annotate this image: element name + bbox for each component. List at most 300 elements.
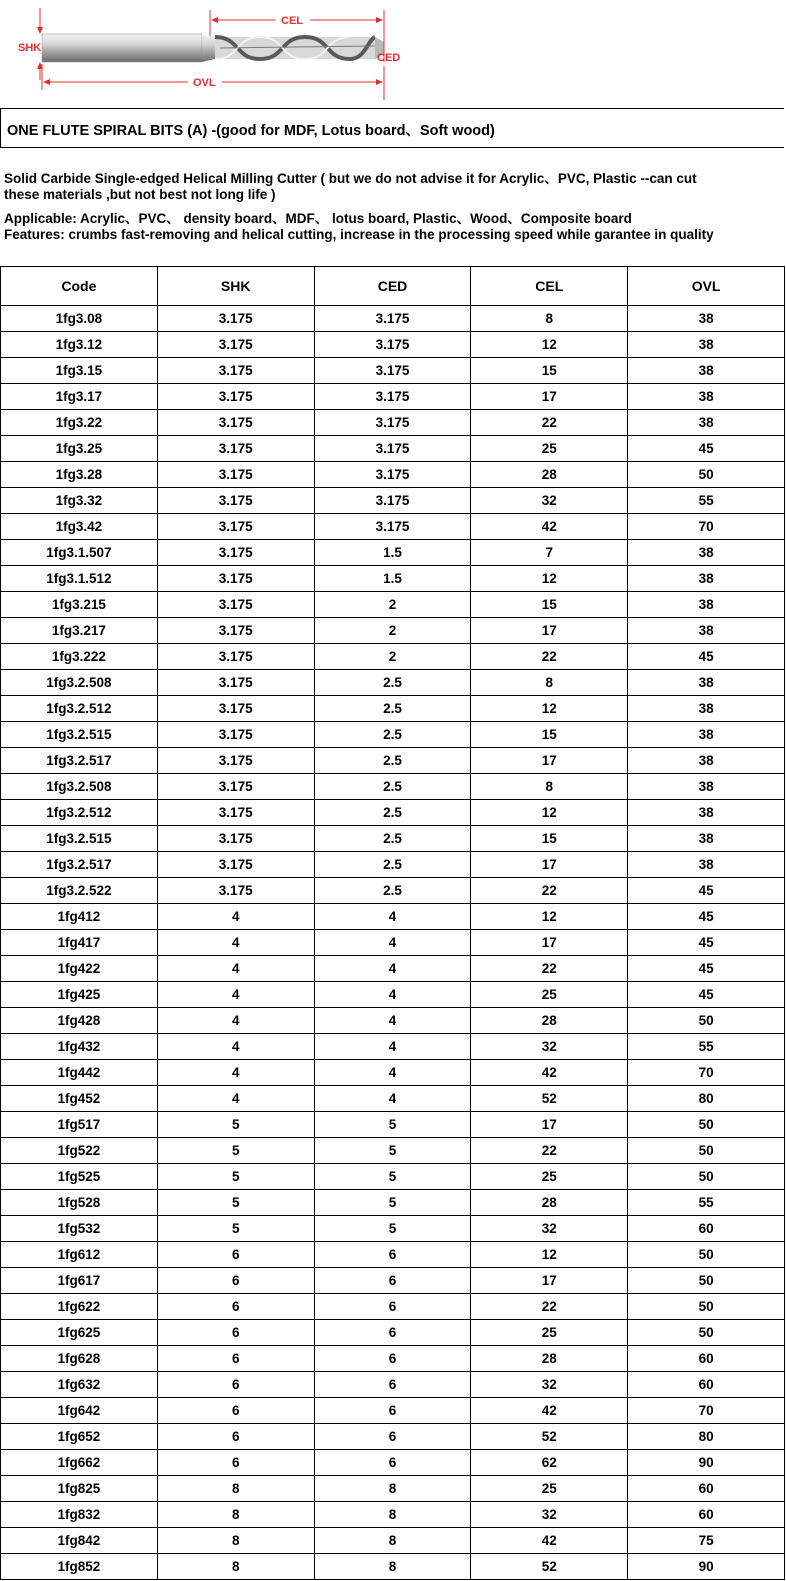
cell-code: 1fg3.25 — [1, 436, 158, 462]
table-row — [1, 332, 785, 358]
cell-cel: 28 — [471, 1346, 628, 1372]
cell-ced: 3.175 — [314, 514, 471, 540]
cell-shk: 3.175 — [157, 618, 314, 644]
table-row — [1, 1554, 785, 1580]
cell-ovl: 70 — [628, 514, 785, 540]
cell-ced: 3.175 — [314, 358, 471, 384]
cell-cel: 22 — [471, 878, 628, 904]
cell-ovl: 38 — [628, 540, 785, 566]
cell-ovl: 70 — [628, 1398, 785, 1424]
cell-cel: 25 — [471, 1320, 628, 1346]
cell-cel: 25 — [471, 436, 628, 462]
cell-shk: 4 — [157, 1008, 314, 1034]
bit-dimension-diagram — [0, 0, 786, 108]
cell-cel: 15 — [471, 826, 628, 852]
table-row — [1, 1320, 785, 1346]
cell-cel: 12 — [471, 1242, 628, 1268]
cell-ced: 8 — [314, 1528, 471, 1554]
cell-ced: 2.5 — [314, 800, 471, 826]
table-row — [1, 1008, 785, 1034]
cell-ced: 5 — [314, 1112, 471, 1138]
cell-cel: 17 — [471, 852, 628, 878]
cell-cel: 7 — [471, 540, 628, 566]
cell-ovl: 45 — [628, 904, 785, 930]
cell-shk: 3.175 — [157, 878, 314, 904]
cell-shk: 8 — [157, 1502, 314, 1528]
cell-ovl: 50 — [628, 1320, 785, 1346]
cell-ced: 6 — [314, 1372, 471, 1398]
cell-shk: 6 — [157, 1320, 314, 1346]
cell-code: 1fg3.217 — [1, 618, 158, 644]
cell-ovl: 38 — [628, 410, 785, 436]
table-row — [1, 1190, 785, 1216]
cell-code: 1fg3.1.507 — [1, 540, 158, 566]
table-row — [1, 878, 785, 904]
cell-cel: 28 — [471, 1008, 628, 1034]
cell-code: 1fg3.2.515 — [1, 826, 158, 852]
cell-code: 1fg3.22 — [1, 410, 158, 436]
cell-cel: 42 — [471, 1398, 628, 1424]
cell-ovl: 38 — [628, 696, 785, 722]
header-ovl: OVL — [628, 267, 785, 306]
table-row — [1, 722, 785, 748]
cell-ovl: 60 — [628, 1372, 785, 1398]
cell-code: 1fg662 — [1, 1450, 158, 1476]
cell-shk: 6 — [157, 1268, 314, 1294]
ced-label: CED — [377, 52, 401, 64]
table-row — [1, 1242, 785, 1268]
cell-shk: 3.175 — [157, 332, 314, 358]
spec-table — [0, 266, 785, 1580]
cell-cel: 12 — [471, 800, 628, 826]
cell-code: 1fg642 — [1, 1398, 158, 1424]
cell-ced: 4 — [314, 1060, 471, 1086]
cell-ovl: 38 — [628, 358, 785, 384]
table-row — [1, 384, 785, 410]
cell-code: 1fg3.2.512 — [1, 696, 158, 722]
cell-ovl: 50 — [628, 462, 785, 488]
cell-ovl: 60 — [628, 1216, 785, 1242]
cell-cel: 25 — [471, 1476, 628, 1502]
table-row — [1, 488, 785, 514]
cell-code: 1fg3.215 — [1, 592, 158, 618]
cell-ced: 2 — [314, 618, 471, 644]
cell-shk: 3.175 — [157, 774, 314, 800]
cell-ced: 3.175 — [314, 462, 471, 488]
cell-cel: 32 — [471, 1372, 628, 1398]
cell-ovl: 50 — [628, 1242, 785, 1268]
cell-shk: 3.175 — [157, 306, 314, 332]
cell-code: 1fg3.42 — [1, 514, 158, 540]
cell-ced: 4 — [314, 904, 471, 930]
cell-shk: 3.175 — [157, 696, 314, 722]
cell-code: 1fg412 — [1, 904, 158, 930]
table-row — [1, 1528, 785, 1554]
cell-code: 1fg3.17 — [1, 384, 158, 410]
cell-cel: 28 — [471, 1190, 628, 1216]
cell-code: 1fg3.32 — [1, 488, 158, 514]
cell-cel: 17 — [471, 1268, 628, 1294]
header-code: Code — [1, 267, 158, 306]
cell-ced: 5 — [314, 1216, 471, 1242]
table-row — [1, 1476, 785, 1502]
cell-code: 1fg3.08 — [1, 306, 158, 332]
cell-shk: 4 — [157, 1034, 314, 1060]
cell-code: 1fg617 — [1, 1268, 158, 1294]
cell-shk: 3.175 — [157, 826, 314, 852]
cell-code: 1fg612 — [1, 1242, 158, 1268]
cell-ced: 3.175 — [314, 436, 471, 462]
cell-ovl: 50 — [628, 1138, 785, 1164]
cell-cel: 25 — [471, 1164, 628, 1190]
cell-ovl: 45 — [628, 930, 785, 956]
cell-shk: 6 — [157, 1346, 314, 1372]
cell-shk: 8 — [157, 1528, 314, 1554]
cell-shk: 3.175 — [157, 540, 314, 566]
cell-cel: 22 — [471, 956, 628, 982]
cell-cel: 42 — [471, 1528, 628, 1554]
cell-code: 1fg3.15 — [1, 358, 158, 384]
cell-ced: 5 — [314, 1138, 471, 1164]
cell-ced: 8 — [314, 1476, 471, 1502]
cell-ced: 2.5 — [314, 670, 471, 696]
table-row — [1, 410, 785, 436]
cell-ovl: 38 — [628, 670, 785, 696]
cell-ovl: 50 — [628, 1294, 785, 1320]
cell-shk: 3.175 — [157, 384, 314, 410]
cell-ovl: 50 — [628, 1008, 785, 1034]
cel-label: CEL — [281, 15, 303, 27]
cell-ced: 2.5 — [314, 852, 471, 878]
cell-ovl: 38 — [628, 722, 785, 748]
cell-code: 1fg832 — [1, 1502, 158, 1528]
cell-shk: 8 — [157, 1554, 314, 1580]
cell-code: 1fg532 — [1, 1216, 158, 1242]
table-row — [1, 852, 785, 878]
cell-ovl: 38 — [628, 800, 785, 826]
cell-ovl: 45 — [628, 436, 785, 462]
cell-ovl: 70 — [628, 1060, 785, 1086]
cell-code: 1fg842 — [1, 1528, 158, 1554]
cell-code: 1fg3.222 — [1, 644, 158, 670]
cell-ovl: 45 — [628, 982, 785, 1008]
cell-shk: 3.175 — [157, 488, 314, 514]
cell-shk: 4 — [157, 1060, 314, 1086]
table-row — [1, 904, 785, 930]
spec-table-header — [1, 267, 785, 306]
cell-ovl: 50 — [628, 1268, 785, 1294]
spec-table-body — [1, 306, 785, 1580]
cell-ovl: 50 — [628, 1164, 785, 1190]
title-box — [0, 108, 784, 148]
header-ced: CED — [314, 267, 471, 306]
cell-shk: 5 — [157, 1164, 314, 1190]
cell-cel: 22 — [471, 644, 628, 670]
cell-cel: 52 — [471, 1424, 628, 1450]
cell-cel: 8 — [471, 774, 628, 800]
cell-code: 1fg528 — [1, 1190, 158, 1216]
cell-shk: 4 — [157, 982, 314, 1008]
cell-shk: 6 — [157, 1294, 314, 1320]
table-row — [1, 774, 785, 800]
cell-code: 1fg3.2.508 — [1, 670, 158, 696]
page-title: ONE FLUTE SPIRAL BITS (A) -(good for MDF, Lotus board、Soft wood) — [7, 123, 495, 139]
cell-code: 1fg825 — [1, 1476, 158, 1502]
cell-ced: 6 — [314, 1242, 471, 1268]
cell-ovl: 45 — [628, 878, 785, 904]
cell-cel: 12 — [471, 696, 628, 722]
cell-cel: 17 — [471, 1112, 628, 1138]
cell-ced: 4 — [314, 1086, 471, 1112]
cell-code: 1fg632 — [1, 1372, 158, 1398]
cell-ced: 2 — [314, 592, 471, 618]
cell-shk: 6 — [157, 1242, 314, 1268]
cell-ced: 6 — [314, 1320, 471, 1346]
cell-ced: 5 — [314, 1190, 471, 1216]
cell-ovl: 38 — [628, 566, 785, 592]
spiral-bit-drawing — [0, 0, 786, 108]
cell-ovl: 38 — [628, 384, 785, 410]
cell-cel: 32 — [471, 1502, 628, 1528]
cell-ced: 3.175 — [314, 332, 471, 358]
table-row — [1, 1450, 785, 1476]
cell-ced: 3.175 — [314, 488, 471, 514]
cell-ovl: 55 — [628, 1034, 785, 1060]
applicable-line: Applicable: Acrylic、PVC、 density board、MDF、 lotus board, Plastic、Wood、Composite board — [4, 211, 632, 226]
table-row — [1, 1346, 785, 1372]
cell-ced: 8 — [314, 1502, 471, 1528]
cell-cel: 25 — [471, 982, 628, 1008]
table-row — [1, 540, 785, 566]
cell-ced: 3.175 — [314, 306, 471, 332]
table-row — [1, 1086, 785, 1112]
cell-code: 1fg517 — [1, 1112, 158, 1138]
cell-code: 1fg525 — [1, 1164, 158, 1190]
shk-label: SHK — [18, 42, 42, 54]
cell-cel: 32 — [471, 488, 628, 514]
table-row — [1, 514, 785, 540]
cell-ovl: 38 — [628, 774, 785, 800]
cell-code: 1fg3.2.522 — [1, 878, 158, 904]
cell-ced: 4 — [314, 1034, 471, 1060]
cell-cel: 15 — [471, 592, 628, 618]
table-row — [1, 592, 785, 618]
cell-shk: 3.175 — [157, 358, 314, 384]
cell-cel: 8 — [471, 306, 628, 332]
table-row — [1, 800, 785, 826]
cell-code: 1fg652 — [1, 1424, 158, 1450]
cell-ced: 4 — [314, 1008, 471, 1034]
cell-code: 1fg452 — [1, 1086, 158, 1112]
cell-shk: 3.175 — [157, 566, 314, 592]
cell-shk: 5 — [157, 1138, 314, 1164]
cell-shk: 3.175 — [157, 410, 314, 436]
table-row — [1, 1424, 785, 1450]
table-row — [1, 1034, 785, 1060]
cell-shk: 3.175 — [157, 592, 314, 618]
cell-ovl: 60 — [628, 1476, 785, 1502]
cell-ced: 6 — [314, 1450, 471, 1476]
cell-ovl: 90 — [628, 1450, 785, 1476]
cell-cel: 42 — [471, 514, 628, 540]
cell-ced: 6 — [314, 1268, 471, 1294]
cell-shk: 6 — [157, 1424, 314, 1450]
cell-shk: 3.175 — [157, 644, 314, 670]
cell-ovl: 38 — [628, 826, 785, 852]
header-shk: SHK — [157, 267, 314, 306]
table-row — [1, 1372, 785, 1398]
cell-ovl: 38 — [628, 306, 785, 332]
cell-cel: 62 — [471, 1450, 628, 1476]
cell-ced: 2.5 — [314, 826, 471, 852]
cell-ced: 2.5 — [314, 774, 471, 800]
cell-ovl: 38 — [628, 748, 785, 774]
cell-cel: 12 — [471, 904, 628, 930]
cell-ovl: 80 — [628, 1086, 785, 1112]
cell-cel: 52 — [471, 1554, 628, 1580]
table-row — [1, 462, 785, 488]
cell-code: 1fg425 — [1, 982, 158, 1008]
description-line-2: these materials ,but not best not long life ) — [4, 187, 276, 202]
cell-shk: 3.175 — [157, 722, 314, 748]
cell-code: 1fg3.2.508 — [1, 774, 158, 800]
table-row — [1, 1268, 785, 1294]
table-row — [1, 826, 785, 852]
table-row — [1, 566, 785, 592]
cell-shk: 3.175 — [157, 514, 314, 540]
cell-shk: 8 — [157, 1476, 314, 1502]
cell-ovl: 45 — [628, 644, 785, 670]
table-row — [1, 618, 785, 644]
cell-shk: 3.175 — [157, 800, 314, 826]
cell-ced: 6 — [314, 1294, 471, 1320]
table-row — [1, 1164, 785, 1190]
cell-ced: 3.175 — [314, 410, 471, 436]
cell-code: 1fg442 — [1, 1060, 158, 1086]
cell-cel: 42 — [471, 1060, 628, 1086]
table-row — [1, 1112, 785, 1138]
cell-code: 1fg622 — [1, 1294, 158, 1320]
cell-ovl: 80 — [628, 1424, 785, 1450]
cell-cel: 22 — [471, 1138, 628, 1164]
cell-code: 1fg432 — [1, 1034, 158, 1060]
table-row — [1, 1502, 785, 1528]
cell-ced: 6 — [314, 1424, 471, 1450]
cell-code: 1fg522 — [1, 1138, 158, 1164]
cell-shk: 6 — [157, 1450, 314, 1476]
cell-cel: 28 — [471, 462, 628, 488]
cell-cel: 32 — [471, 1216, 628, 1242]
table-row — [1, 358, 785, 384]
table-row — [1, 956, 785, 982]
cell-ced: 6 — [314, 1346, 471, 1372]
cell-ced: 4 — [314, 956, 471, 982]
cell-cel: 8 — [471, 670, 628, 696]
cell-cel: 17 — [471, 384, 628, 410]
description-line-1: Solid Carbide Single-edged Helical Milling Cutter ( but we do not advise it for Acrylic、PVC, Plastic --can cut — [4, 171, 697, 186]
cell-ovl: 45 — [628, 956, 785, 982]
cell-ovl: 55 — [628, 488, 785, 514]
cell-code: 1fg3.28 — [1, 462, 158, 488]
cell-ovl: 55 — [628, 1190, 785, 1216]
cell-shk: 3.175 — [157, 670, 314, 696]
header-cel: CEL — [471, 267, 628, 306]
cell-ced: 2.5 — [314, 722, 471, 748]
cell-shk: 5 — [157, 1112, 314, 1138]
cell-code: 1fg3.1.512 — [1, 566, 158, 592]
table-row — [1, 696, 785, 722]
ovl-label: OVL — [193, 77, 216, 89]
table-row — [1, 306, 785, 332]
cell-shk: 3.175 — [157, 748, 314, 774]
cell-ced: 1.5 — [314, 566, 471, 592]
cell-code: 1fg3.12 — [1, 332, 158, 358]
cell-shk: 4 — [157, 956, 314, 982]
cell-shk: 5 — [157, 1216, 314, 1242]
cell-ced: 2.5 — [314, 878, 471, 904]
cell-ced: 2.5 — [314, 696, 471, 722]
table-row — [1, 1398, 785, 1424]
cell-cel: 17 — [471, 748, 628, 774]
cell-cel: 12 — [471, 332, 628, 358]
cell-cel: 17 — [471, 618, 628, 644]
table-row — [1, 748, 785, 774]
cell-ovl: 90 — [628, 1554, 785, 1580]
cell-shk: 6 — [157, 1398, 314, 1424]
cell-cel: 12 — [471, 566, 628, 592]
cell-ced: 2 — [314, 644, 471, 670]
cell-ovl: 60 — [628, 1502, 785, 1528]
cell-ced: 2.5 — [314, 748, 471, 774]
cell-ovl: 38 — [628, 332, 785, 358]
cell-cel: 32 — [471, 1034, 628, 1060]
cell-ovl: 50 — [628, 1112, 785, 1138]
cell-shk: 4 — [157, 930, 314, 956]
table-row — [1, 1138, 785, 1164]
cell-code: 1fg628 — [1, 1346, 158, 1372]
cell-cel: 17 — [471, 930, 628, 956]
table-row — [1, 930, 785, 956]
cell-code: 1fg422 — [1, 956, 158, 982]
table-row — [1, 670, 785, 696]
cell-ced: 4 — [314, 930, 471, 956]
cell-shk: 3.175 — [157, 436, 314, 462]
cell-code: 1fg852 — [1, 1554, 158, 1580]
cell-ced: 6 — [314, 1398, 471, 1424]
cell-code: 1fg3.2.517 — [1, 748, 158, 774]
cell-shk: 4 — [157, 904, 314, 930]
cell-shk: 6 — [157, 1372, 314, 1398]
cell-ced: 5 — [314, 1164, 471, 1190]
table-row — [1, 1060, 785, 1086]
table-row — [1, 1294, 785, 1320]
cell-cel: 22 — [471, 1294, 628, 1320]
cell-shk: 3.175 — [157, 462, 314, 488]
cell-cel: 52 — [471, 1086, 628, 1112]
cell-code: 1fg428 — [1, 1008, 158, 1034]
table-row — [1, 982, 785, 1008]
table-row — [1, 436, 785, 462]
cell-ovl: 60 — [628, 1346, 785, 1372]
cell-ovl: 38 — [628, 592, 785, 618]
cell-cel: 15 — [471, 358, 628, 384]
cell-cel: 15 — [471, 722, 628, 748]
cell-code: 1fg3.2.512 — [1, 800, 158, 826]
table-row — [1, 644, 785, 670]
cell-code: 1fg3.2.517 — [1, 852, 158, 878]
cell-code: 1fg625 — [1, 1320, 158, 1346]
cell-code: 1fg3.2.515 — [1, 722, 158, 748]
